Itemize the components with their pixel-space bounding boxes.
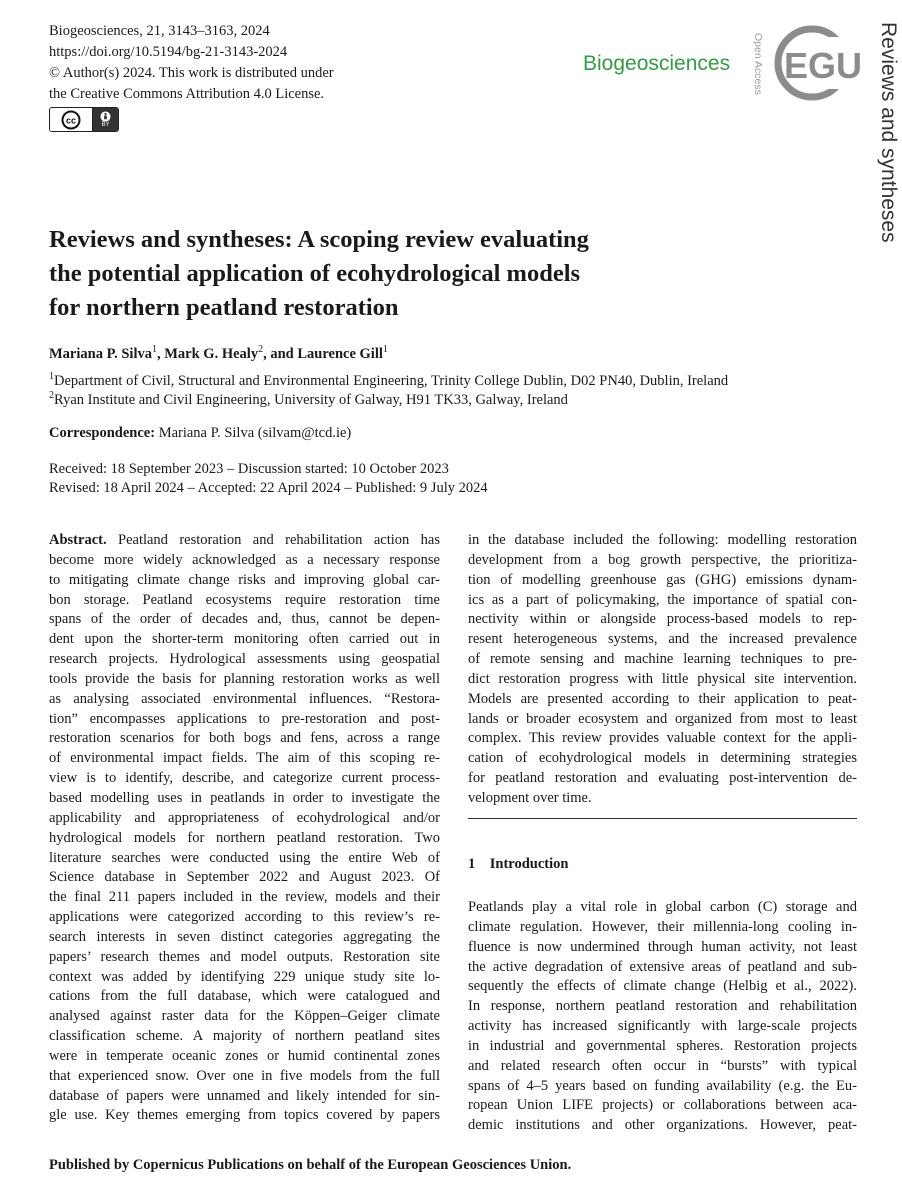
text-line: spans of 4–5 years based on funding availability (e.g. the Eu- xyxy=(468,1077,857,1094)
section-title: Introduction xyxy=(489,856,569,872)
author-affiliation-sup: 2 xyxy=(258,344,264,355)
author-name: Laurence Gill xyxy=(297,345,383,362)
text-line: velopment over time. xyxy=(468,789,592,806)
text-line: resent heterogeneous systems, and the increased prevalence xyxy=(468,631,857,648)
text-line: fluence is now undermined through human activity, not least xyxy=(468,938,857,955)
cc-by-license-badge[interactable] xyxy=(49,107,119,132)
text-line: of environmental impact fields. The aim of this scoping re- xyxy=(49,750,440,767)
publisher-footer: Published by Copernicus Publications on behalf of the European Geosciences Union. xyxy=(49,1157,572,1173)
svg-text:Open Access: Open Access xyxy=(752,33,764,95)
abstract-right-column xyxy=(468,531,857,809)
cc-text: cc xyxy=(65,115,77,125)
section-side-tab xyxy=(858,20,902,260)
received-dates: Received: 18 September 2023 – Discussion started: 10 October 2023 xyxy=(49,461,449,477)
text-line: restoration scenarios for both bogs and fens, across a range xyxy=(49,730,440,747)
text-line: tion of modelling greenhouse gas (GHG) emissions dynam- xyxy=(468,571,857,588)
doi-link[interactable]: https://doi.org/10.5194/bg-21-3143-2024 xyxy=(49,44,288,60)
text-line: analysed against raster data for the Köppen–Geiger climate xyxy=(49,1008,440,1025)
section-number: 1 xyxy=(468,856,476,872)
abstract-left-column xyxy=(49,531,440,1126)
paper-title xyxy=(49,223,769,325)
abstract-label: Abstract. xyxy=(49,532,107,548)
text-line: literature searches were conducted using the entire Web of xyxy=(49,849,440,866)
text-line: gle use. Key themes emerging from topics covered by papers xyxy=(49,1107,440,1124)
text-line: and related research often occur in “bursts” with typical xyxy=(468,1057,857,1074)
license-line: the Creative Commons Attribution 4.0 License. xyxy=(49,86,325,102)
egu-text: EGU xyxy=(783,45,862,86)
citation-header xyxy=(49,21,334,105)
affiliation: $^2$Ryan Institute and Civil Engineering, University of Galway, H91 TK33, Galway, Ireland xyxy=(49,390,568,408)
correspondence-email[interactable]: Mariana P. Silva (silvam@tcd.ie) xyxy=(155,425,352,441)
author-affiliation-sup: 1 xyxy=(152,344,157,355)
text-line: based modelling uses in peatlands in order to investigate the xyxy=(49,789,440,806)
published-dates: Revised: 18 April 2024 – Accepted: 22 April 2024 – Published: 9 July 2024 xyxy=(49,480,488,496)
text-line: the final 211 papers included in the review, models and their xyxy=(49,889,440,906)
text-line: for peatland restoration and evaluating post-intervention de- xyxy=(468,770,857,787)
affiliation: $^1$Department of Civil, Structural and Environmental Engineering, Trinity College Dublin, D02 PN40, Dublin, Ireland xyxy=(49,371,729,389)
text-line: In response, northern peatland restoration and rehabilitation xyxy=(468,998,857,1015)
section-heading-introduction xyxy=(468,856,568,873)
text-line: bon storage. Peatland ecosystems require restoration time xyxy=(49,591,440,608)
text-line: development from a bog growth perspective, the prioritiza- xyxy=(468,551,857,568)
text-line: cation of ecohydrological models in determining strategies xyxy=(468,750,857,767)
copyright-line: © Author(s) 2024. This work is distributed under xyxy=(49,65,334,81)
text-line: were in temperate oceanic zones or humid continental zones xyxy=(49,1047,440,1064)
text-line: complex. This review provides valuable context for the appli- xyxy=(468,730,857,747)
attribution-person-icon xyxy=(100,111,111,122)
text-line: activity has increased significantly with large-scale projects xyxy=(468,1018,857,1035)
text-line: Peatlands play a vital role in global carbon (C) storage and xyxy=(468,899,857,915)
correspondence xyxy=(49,425,351,442)
title-line: for northern peatland restoration xyxy=(49,294,399,321)
text-line: database of papers were unnamed and likely intended for sin- xyxy=(49,1087,440,1104)
abstract-first-line: Abstract. Peatland restoration and rehabilitation action has xyxy=(49,532,440,548)
author-list: Mariana P. Silva$^1$, Mark G. Healy$^2$, and Laurence Gill$^1$ xyxy=(49,344,388,362)
author-affiliation-sup: 1 xyxy=(382,344,388,355)
text-line: lands or broader ecosystem and organized from most to least xyxy=(468,710,857,727)
open-access-label xyxy=(735,30,765,102)
egu-logo xyxy=(770,23,862,103)
text-line: climate regulation. However, their millennia-long cooling in- xyxy=(468,918,857,935)
text-line: that experienced snow. Over one in five models from the full xyxy=(49,1067,440,1084)
title-line: the potential application of ecohydrological models xyxy=(49,260,581,287)
text-line: classification scheme. A majority of northern peatland sites xyxy=(49,1028,440,1045)
text-line: spans of the order of decades and, thus, cannot be depen- xyxy=(49,611,440,628)
text-line: as analysing associated environmental influences. “Restora- xyxy=(49,690,440,707)
text-line: demic institutions and other organizations. However, peat- xyxy=(468,1117,857,1134)
text-line: cations from the full database, which were catalogued and xyxy=(49,988,440,1005)
text-line: research projects. Hydrological assessments using geospatial xyxy=(49,651,440,668)
title-line: Reviews and syntheses: A scoping review evaluating xyxy=(49,226,589,253)
text-line: search interests in seven distinct categories aggregating the xyxy=(49,928,440,945)
text-line: in industrial and governmental spheres. Restoration projects xyxy=(468,1037,857,1054)
by-label: BY xyxy=(101,121,110,128)
author-name: Mark G. Healy xyxy=(164,345,259,362)
text-line: applicability and appropriateness of ecohydrological and/or xyxy=(49,809,440,826)
text-line: dict restoration progress with little physical site intervention. xyxy=(468,670,857,687)
text-line: Models are presented according to their application to peat- xyxy=(468,690,857,707)
text-line: tion” encompasses applications to pre-restoration and post- xyxy=(49,710,440,727)
text-line: view is to identify, describe, and categorize current process- xyxy=(49,770,440,787)
journal-citation: Biogeosciences, 21, 3143–3163, 2024 xyxy=(49,23,270,39)
text-line: dent upon the shorter-term monitoring often carried out in xyxy=(49,631,440,648)
text-line: nectivity within or alongside process-based models to rep- xyxy=(468,611,857,628)
text-line: applications were categorized according to this review’s re- xyxy=(49,909,440,926)
creative-commons-icon xyxy=(61,110,81,130)
text-line: ropean Union LIFE projects) or collaborations between aca- xyxy=(468,1097,857,1114)
text-line: context was added by identifying 229 unique study site lo- xyxy=(49,968,440,985)
text-line: the active degradation of extensive areas of peatland and sub- xyxy=(468,958,857,975)
text-line: sequently the effects of climate change (Helbig et al., 2022). xyxy=(468,978,857,995)
author-name: Mariana P. Silva xyxy=(49,345,152,362)
text-line: of remote sensing and machine learning techniques to pre- xyxy=(468,651,857,668)
text-line: tools provide the basis for planning restoration works as well xyxy=(49,670,440,687)
text-line: ics as a part of policymaking, the importance of spatial con- xyxy=(468,591,857,608)
text-line: to mitigating climate change risks and improving global car- xyxy=(49,571,440,588)
text-line: Science database in September 2022 and August 2023. Of xyxy=(49,869,440,886)
section-divider xyxy=(468,818,857,819)
svg-text:Reviews and syntheses: Reviews and syntheses xyxy=(877,22,900,243)
text-line: hydrological models for northern peatland restoration. Two xyxy=(49,829,440,846)
correspondence-label: Correspondence: xyxy=(49,425,156,441)
text-line: become more widely acknowledged as a necessary response xyxy=(49,551,440,568)
introduction-text xyxy=(468,898,857,1136)
text-line: papers’ research themes and model outputs. Restoration site xyxy=(49,948,440,965)
text-line: in the database included the following: modelling restoration xyxy=(468,532,857,548)
journal-name: Biogeosciences xyxy=(583,52,731,75)
